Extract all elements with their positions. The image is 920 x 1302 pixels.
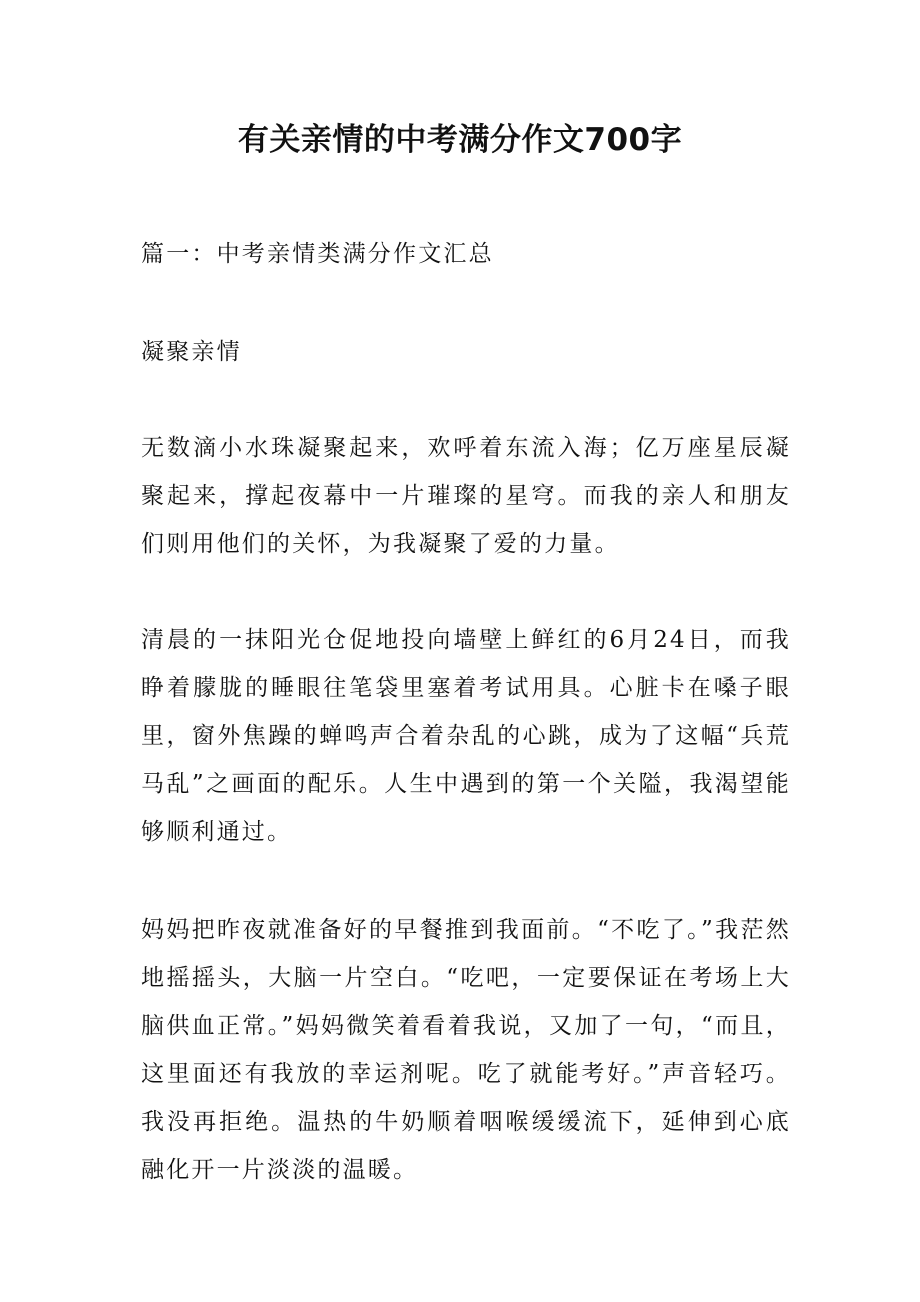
body-paragraph: 妈妈把昨夜就准备好的早餐推到我面前。“不吃了。”我茫然地摇摇头，大脑一片空白。“吃吧，一定要保证在考场上大脑供血正常。”妈妈微笑着看着我说，又加了一句，“而且，这里面还有我放的幸运剂呢。吃了就能考好。”声音轻巧。我没再拒绝。温热的牛奶顺着咽喉缓缓流下，延伸到心底融化开一片淡淡的温暖。 bbox=[141, 917, 791, 1183]
body-paragraph: 无数滴小水珠凝聚起来，欢呼着东流入海；亿万座星辰凝聚起来，撑起夜幕中一片璀璨的星穹。而我的亲人和朋友们则用他们的关怀，为我凝聚了爱的力量。 bbox=[141, 435, 791, 557]
essay-title: 凝聚亲情 bbox=[141, 339, 242, 365]
section-heading: 篇一：中考亲情类满分作文汇总 bbox=[141, 241, 494, 267]
document-title: 有关亲情的中考满分作文700字 bbox=[237, 122, 683, 158]
body-paragraph: 清晨的一抹阳光仓促地投向墙壁上鲜红的6月24日，而我睁着朦胧的睡眼往笔袋里塞着考试用具。心脏卡在嗓子眼里，窗外焦躁的蝉鸣声合着杂乱的心跳，成为了这幅“兵荒马乱”之画面的配乐。人生中遇到的第一个关隘，我渴望能够顺利通过。 bbox=[141, 627, 791, 845]
